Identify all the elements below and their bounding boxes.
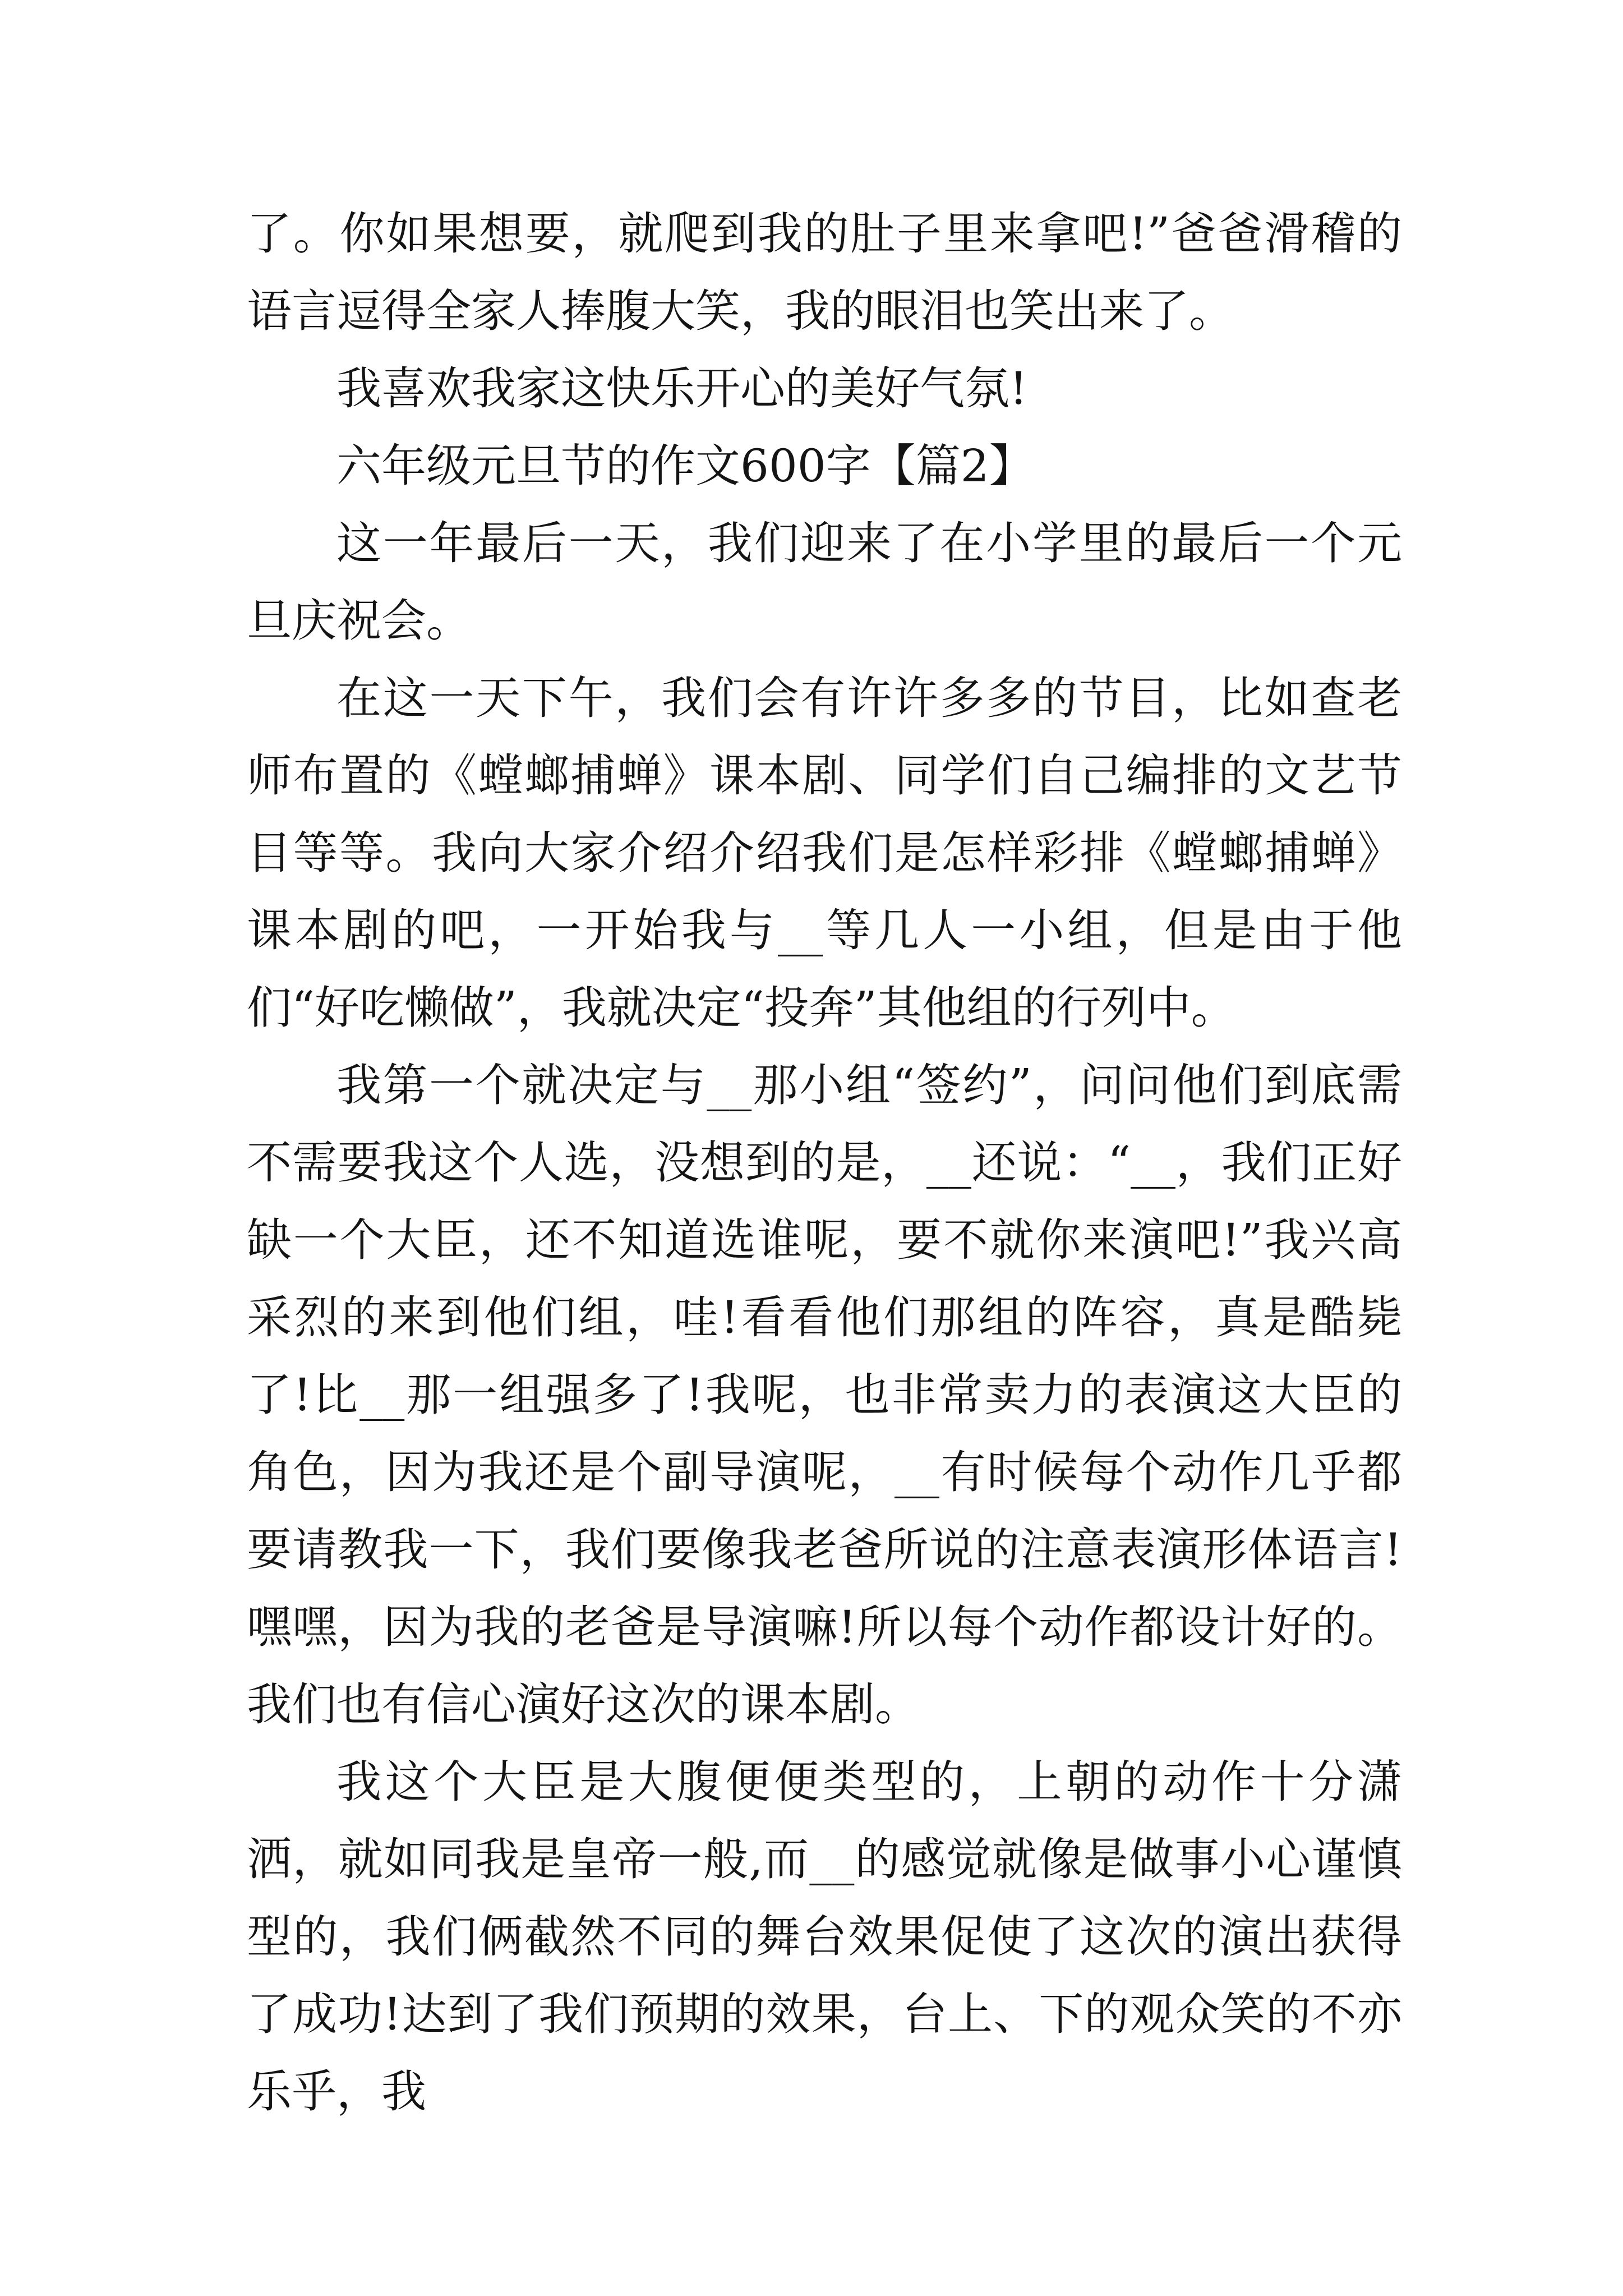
paragraph: 我第一个就决定与__那小组“签约”，问问他们到底需不需要我这个人选，没想到的是，__还说：“__，我们正好缺一个大臣，还不知道选谁呢，要不就你来演吧!”我兴高采烈的来到他们组，哇!看看他们那组的阵容，真是酷毙了!比__那一组强多了!我呢，也非常卖力的表演这大臣的角色，因为我还是个副导演呢，__有时候每个动作几乎都要请教我一下，我们要像我老爸所说的注意表演形体语言!嘿嘿，因为我的老爸是导演嘛!所以每个动作都设计好的。我们也有信心演好这次的课本剧。 <box>247 1059 1402 1731</box>
paragraph-continuation: 了。你如果想要，就爬到我的肚子里来拿吧!”爸爸滑稽的语言逗得全家人捧腹大笑，我的眼泪也笑出来了。 <box>247 208 1402 337</box>
document-body <box>247 195 1402 2131</box>
paragraph: 这一年最后一天，我们迎来了在小学里的最后一个元旦庆祝会。 <box>247 517 1402 647</box>
paragraph: 我喜欢我家这快乐开心的美好气氛! <box>336 362 1028 415</box>
paragraph: 在这一天下午，我们会有许许多多的节目，比如查老师布置的《螳螂捕蝉》课本剧、同学们自己编排的文艺节目等等。我向大家介绍介绍我们是怎样彩排《螳螂捕蝉》课本剧的吧，一开始我与__等几人一小组，但是由于他们“好吃懒做”，我就决定“投奔”其他组的行列中。 <box>247 672 1402 1034</box>
paragraph: 我这个大臣是大腹便便类型的，上朝的动作十分潇洒，就如同我是皇帝一般,而__的感觉就像是做事小心谨慎型的，我们俩截然不同的舞台效果促使了这次的演出获得了成功!达到了我们预期的效果，台上、下的观众笑的不亦乐乎，我 <box>247 1756 1402 2118</box>
section-heading: 六年级元旦节的作文600字【篇2】 <box>336 440 1034 492</box>
